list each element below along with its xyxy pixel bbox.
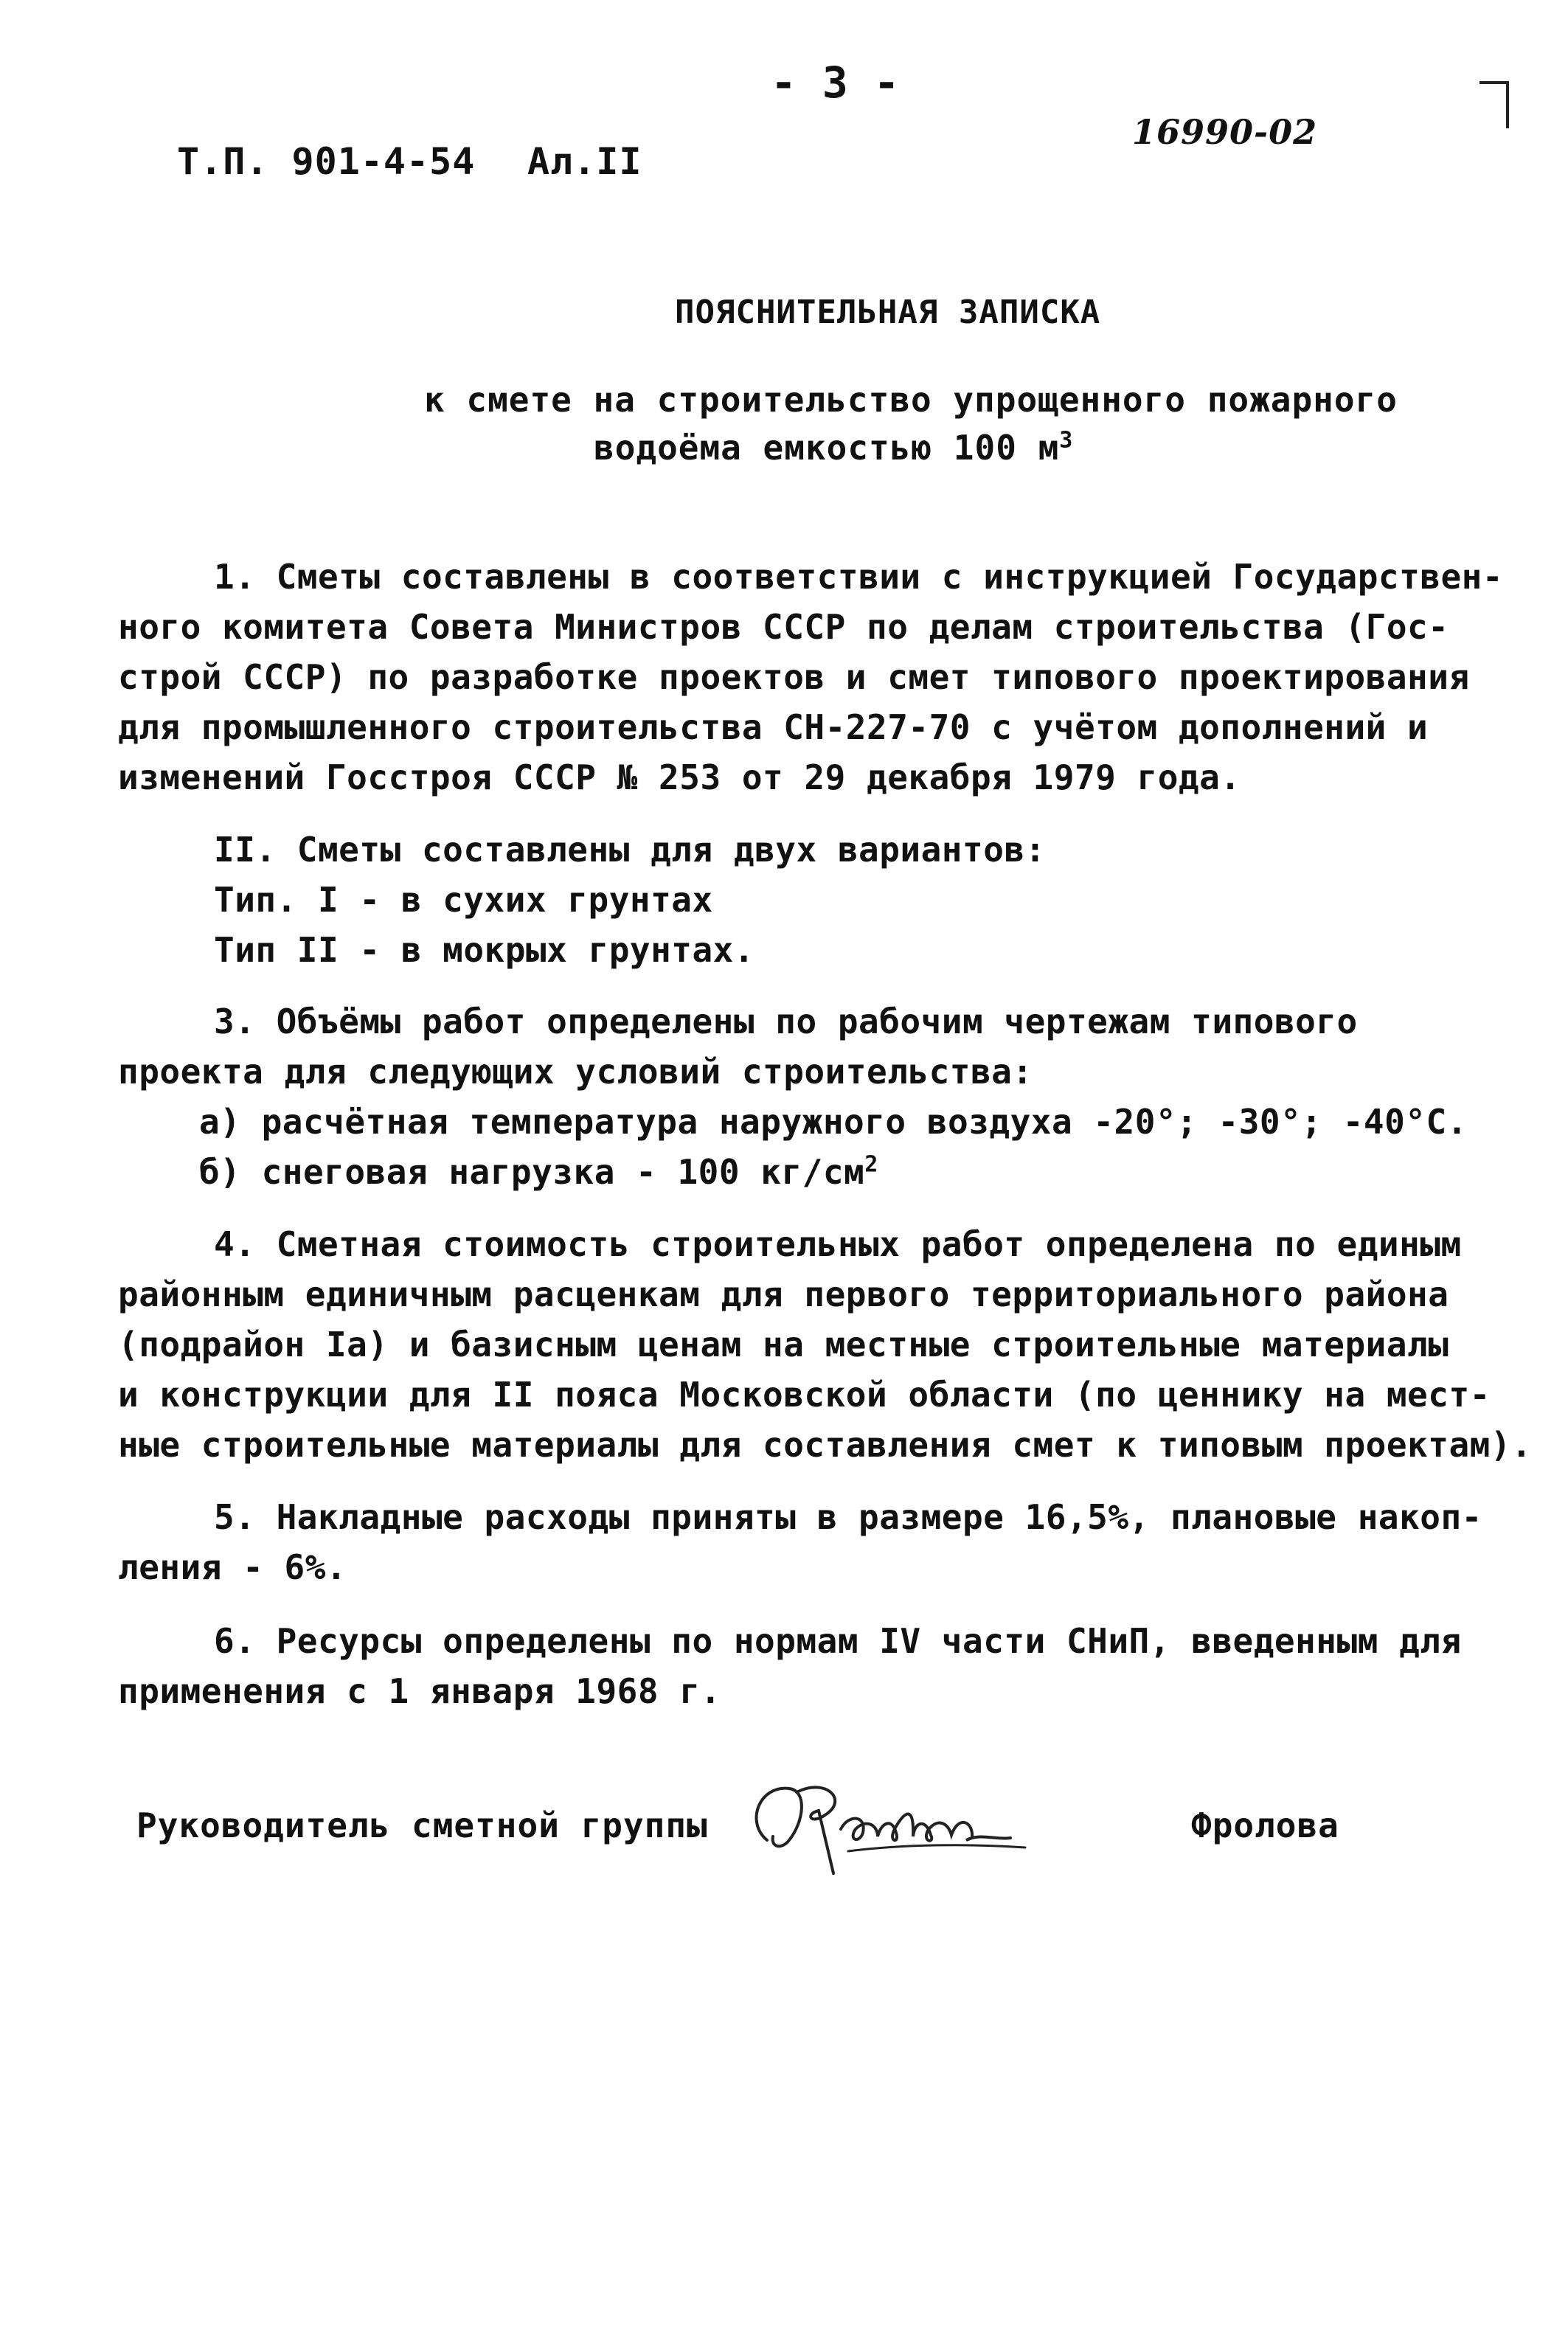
p4-line-4: и конструкции для II пояса Московской области (по ценнику на мест- xyxy=(118,1375,1491,1415)
p4-line-5: ные строительные материалы для составления смет к типовым проектам). xyxy=(118,1425,1533,1465)
signature-icon xyxy=(738,1770,1047,1881)
p3-line-3: а) расчётная температура наружного воздуха -20°; -30°; -40°С. xyxy=(199,1102,1468,1142)
p4-line-1: 4. Сметная стоимость строительных работ определена по единым xyxy=(214,1224,1462,1264)
p4-line-2: районным единичным расценкам для первого территориального района xyxy=(118,1274,1449,1314)
page-number: - 3 - xyxy=(771,58,900,108)
p6-line-2: применения с 1 января 1968 г. xyxy=(118,1671,721,1711)
p2-line-2: Тип. I - в сухих грунтах xyxy=(214,880,713,920)
p1-line-2: ного комитета Совета Министров СССР по делам строительства (Гос- xyxy=(118,607,1449,647)
p3-line-1: 3. Объёмы работ определены по рабочим чертежам типового xyxy=(214,1002,1358,1041)
p1-line-1: 1. Сметы составлены в соответствии с инструкцией Государствен- xyxy=(214,557,1504,597)
p5-line-2: ления - 6%. xyxy=(118,1547,347,1587)
p1-line-5: изменений Госстроя СССР № 253 от 29 декабря 1979 года. xyxy=(118,757,1241,797)
p2-line-3: Тип II - в мокрых грунтах. xyxy=(214,930,755,970)
p1-line-4: для промышленного строительства СН-227-70 с учётом дополнений и xyxy=(118,707,1429,747)
p4-line-3: (подрайон Iа) и базисным ценам на местные строительные материалы xyxy=(118,1325,1449,1364)
signer-name: Фролова xyxy=(1191,1805,1339,1845)
p3-line-2: проекта для следующих условий строительства: xyxy=(118,1052,1033,1092)
album-label: Ал.II xyxy=(527,140,642,183)
p6-line-1: 6. Ресурсы определены по нормам IV части СНиП, введенным для xyxy=(214,1621,1462,1661)
p3-line-4: б) снеговая нагрузка - 100 $кг/см^2$ xyxy=(199,1151,878,1192)
p2-line-1: II. Сметы составлены для двух вариантов: xyxy=(214,830,1046,870)
doc-code: Т.П. 901-4-54 xyxy=(177,140,476,183)
p1-line-3: строй СССР) по разработке проектов и смет типового проектирования xyxy=(118,657,1470,697)
archive-number: 16990-02 xyxy=(1132,112,1318,152)
subtitle-line-1: к смете на строительство упрощенного пожарного xyxy=(424,380,1398,420)
signer-role: Руководитель сметной группы xyxy=(136,1805,708,1845)
handwritten-signature xyxy=(738,1770,1047,1881)
p5-line-1: 5. Накладные расходы приняты в размере 16,5%, плановые накоп- xyxy=(214,1497,1482,1537)
subtitle-line-2: водоёма емкостью 100 $м^3$ xyxy=(594,427,1074,468)
document-title: ПОЯСНИТЕЛЬНАЯ ЗАПИСКА xyxy=(675,294,1101,331)
corner-mark xyxy=(1479,81,1509,128)
